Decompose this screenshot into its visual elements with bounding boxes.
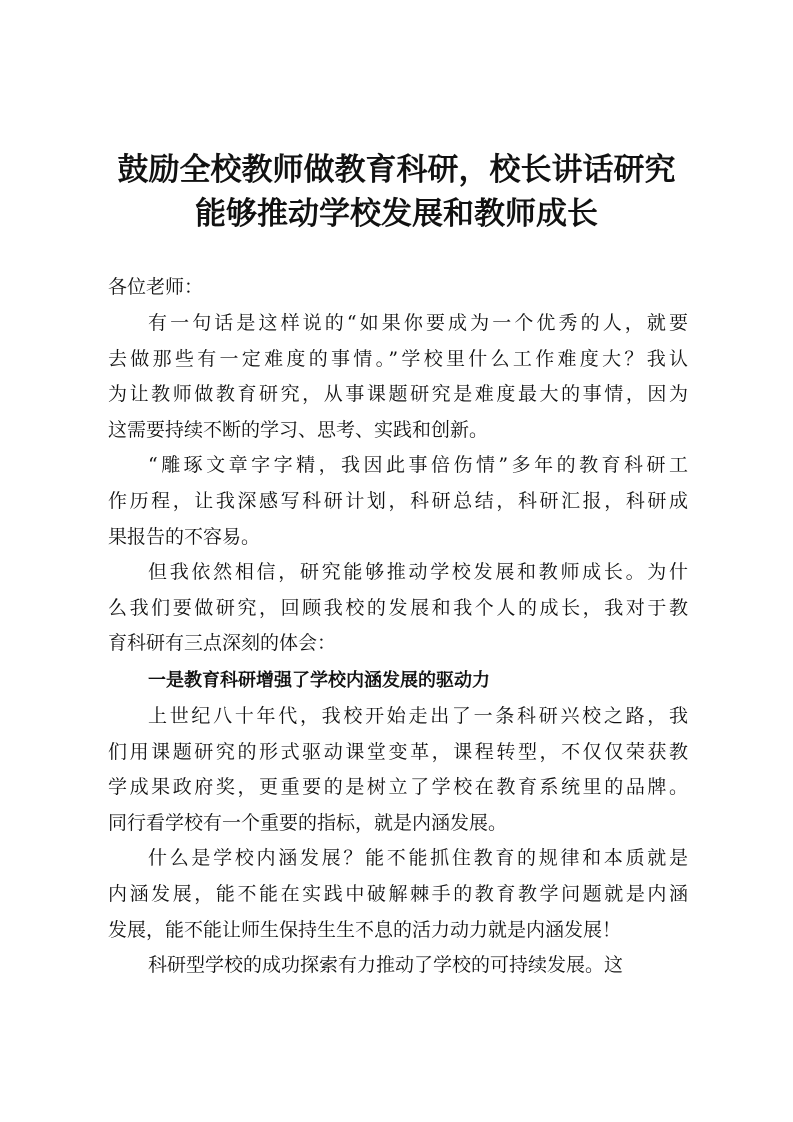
- paragraph-2: [108, 448, 688, 555]
- text-line: 发展，能不能让师生保持生生不息的活力动力就是内涵发展！: [108, 918, 622, 941]
- text-line: 果报告的不容易。: [108, 525, 261, 548]
- text-line: 内涵发展，能不能在实践中破解棘手的教育教学问题就是内涵: [108, 882, 688, 905]
- title-line-2: 能够推动学校发展和教师成长: [195, 196, 598, 232]
- text-line: 有一句话是这样说的“如果你要成为一个优秀的人，就要: [148, 312, 688, 334]
- title-line-1: 鼓励全校教师做教育科研，校长讲话研究: [117, 152, 676, 188]
- section-paragraph-3: [108, 948, 688, 984]
- paragraph-1: [108, 306, 688, 448]
- document-title: [60, 148, 733, 236]
- text-line: 但我依然相信，研究能够推动学校发展和教师成长。为什: [148, 561, 688, 584]
- text-line: 作历程，让我深感写科研计划，科研总结，科研汇报，科研成: [108, 489, 688, 512]
- text-line: 科研型学校的成功探索有力推动了学校的可持续发展。这: [148, 954, 624, 977]
- text-line: 们用课题研究的形式驱动课堂变革，课程转型，不仅仅荣获教: [108, 740, 688, 763]
- text-line: 同行看学校有一个重要的指标，就是内涵发展。: [108, 811, 508, 834]
- document-body: [108, 268, 688, 984]
- text-line: 为让教师做教育研究，从事课题研究是难度最大的事情，因为: [108, 383, 688, 406]
- section-paragraph-2: [108, 841, 688, 948]
- section-heading: 一是教育科研增强了学校内涵发展的驱动力: [148, 669, 490, 691]
- text-line: 去做那些有一定难度的事情。”学校里什么工作难度大？我认: [108, 347, 688, 370]
- text-line: 上世纪八十年代，我校开始走出了一条科研兴校之路，我: [148, 704, 688, 727]
- section-paragraph-1: [108, 699, 688, 841]
- text-line: 什么是学校内涵发展？能不能抓住教育的规律和本质就是: [148, 847, 688, 870]
- text-line: 这需要持续不断的学习、思考、实践和创新。: [108, 418, 489, 441]
- text-line: 么我们要做研究，回顾我校的发展和我个人的成长，我对于教: [108, 596, 688, 619]
- text-line: “雕琢文章字字精，我因此事倍伤情”多年的教育科研工: [148, 454, 688, 477]
- paragraph-3: [108, 555, 688, 662]
- text-line: 育科研有三点深刻的体会：: [108, 632, 337, 655]
- salutation: 各位老师：: [108, 276, 204, 298]
- text-line: 学成果政府奖，更重要的是树立了学校在教育系统里的品牌。: [108, 776, 688, 799]
